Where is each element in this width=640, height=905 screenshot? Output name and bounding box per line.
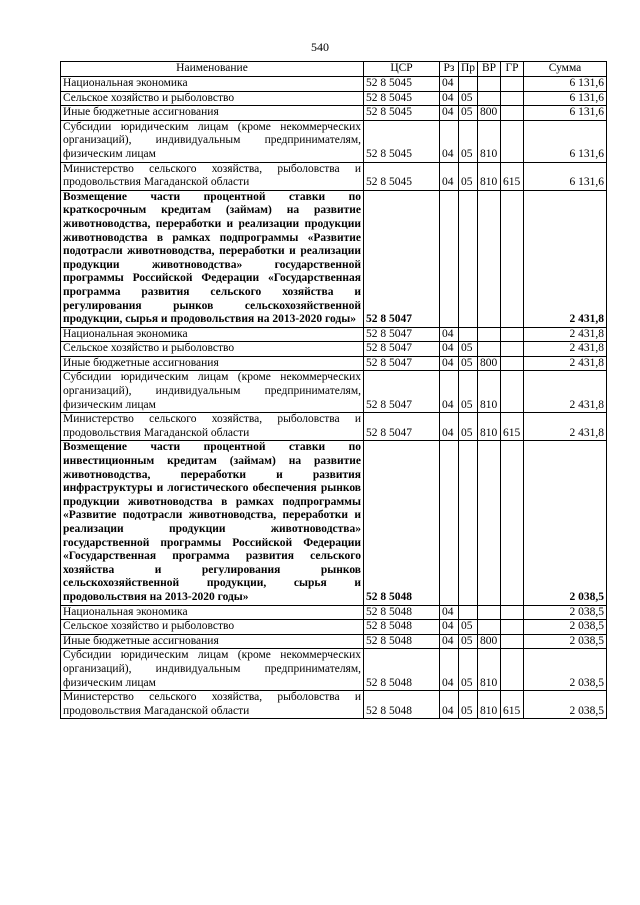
cell-gr — [501, 356, 524, 371]
header-row — [61, 62, 607, 77]
cell-rz: 04 — [440, 605, 459, 620]
cell-csr: 52 8 5047 — [364, 413, 440, 441]
cell-csr: 52 8 5048 — [364, 649, 440, 691]
cell-gr — [501, 190, 524, 327]
cell-gr — [501, 605, 524, 620]
header-pr: Пр — [459, 62, 478, 77]
cell-sum: 6 131,6 — [524, 91, 607, 106]
cell-csr: 52 8 5045 — [364, 106, 440, 121]
table-header — [61, 62, 607, 77]
cell-rz: 04 — [440, 691, 459, 719]
cell-sum: 2 038,5 — [524, 620, 607, 635]
page-number: 540 — [311, 40, 329, 54]
cell-vr: 810 — [478, 649, 501, 691]
cell-gr: 615 — [501, 162, 524, 190]
cell-vr — [478, 605, 501, 620]
cell-pr: 05 — [459, 634, 478, 649]
cell-gr — [501, 342, 524, 357]
cell-gr — [501, 620, 524, 635]
cell-sum: 2 431,8 — [524, 327, 607, 342]
cell-vr: 810 — [478, 413, 501, 441]
cell-pr: 05 — [459, 649, 478, 691]
cell-csr: 52 8 5048 — [364, 620, 440, 635]
cell-vr — [478, 342, 501, 357]
header-name: Наименование — [61, 62, 364, 77]
cell-sum: 2 431,8 — [524, 356, 607, 371]
cell-gr — [501, 371, 524, 413]
cell-csr: 52 8 5047 — [364, 190, 440, 327]
cell-rz: 04 — [440, 327, 459, 342]
cell-pr: 05 — [459, 342, 478, 357]
cell-rz: 04 — [440, 91, 459, 106]
table-row — [61, 371, 607, 413]
table-row — [61, 327, 607, 342]
cell-vr — [478, 77, 501, 92]
table-row-program — [61, 441, 607, 605]
header-gr: ГР — [501, 62, 524, 77]
cell-pr: 05 — [459, 162, 478, 190]
table-row — [61, 91, 607, 106]
cell-vr: 810 — [478, 371, 501, 413]
cell-rz: 04 — [440, 342, 459, 357]
cell-name: Министерство сельского хозяйства, рыболовства и продовольствия Магаданской области — [61, 413, 364, 441]
cell-rz: 04 — [440, 77, 459, 92]
cell-sum: 6 131,6 — [524, 120, 607, 162]
table-row — [61, 106, 607, 121]
cell-name: Иные бюджетные ассигнования — [61, 356, 364, 371]
cell-name: Министерство сельского хозяйства, рыболовства и продовольствия Магаданской области — [61, 691, 364, 719]
cell-sum: 2 038,5 — [524, 634, 607, 649]
cell-gr — [501, 77, 524, 92]
cell-csr: 52 8 5045 — [364, 91, 440, 106]
cell-sum: 2 431,8 — [524, 342, 607, 357]
cell-vr — [478, 441, 501, 605]
cell-pr: 05 — [459, 120, 478, 162]
cell-pr: 05 — [459, 413, 478, 441]
cell-gr: 615 — [501, 413, 524, 441]
header-sum: Сумма — [524, 62, 607, 77]
cell-name: Субсидии юридическим лицам (кроме некоммерческих организаций), индивидуальным предпринимателям, физическим лицам — [61, 371, 364, 413]
cell-gr: 615 — [501, 691, 524, 719]
cell-name: Национальная экономика — [61, 77, 364, 92]
cell-pr: 05 — [459, 620, 478, 635]
cell-name: Национальная экономика — [61, 605, 364, 620]
cell-vr: 800 — [478, 106, 501, 121]
cell-csr: 52 8 5045 — [364, 120, 440, 162]
cell-sum: 6 131,6 — [524, 106, 607, 121]
header-rz: Рз — [440, 62, 459, 77]
cell-gr — [501, 91, 524, 106]
cell-sum: 2 038,5 — [524, 441, 607, 605]
table-row — [61, 342, 607, 357]
cell-name: Возмещение части процентной ставки по инвестиционным кредитам (займам) на развитие животноводства, переработки и развития инфраструктуры и логистического обеспечения рынков продукции животноводства в рамках подпрограммы «Развитие подотрасли животноводства, переработки и реализации продукции животноводства» государственной программы Российской Федерации «Государственная программа развития сельского хозяйства и регулирования рынков сельскохозяйственной продукции, сырья и продовольствия на 2013-2020 годы» — [61, 441, 364, 605]
cell-name: Иные бюджетные ассигнования — [61, 106, 364, 121]
cell-vr — [478, 620, 501, 635]
cell-rz: 04 — [440, 120, 459, 162]
table-row — [61, 77, 607, 92]
table-row-program — [61, 190, 607, 327]
cell-sum: 2 431,8 — [524, 413, 607, 441]
header-csr: ЦСР — [364, 62, 440, 77]
cell-rz: 04 — [440, 413, 459, 441]
cell-name: Министерство сельского хозяйства, рыболовства и продовольствия Магаданской области — [61, 162, 364, 190]
cell-gr — [501, 327, 524, 342]
cell-sum: 2 038,5 — [524, 691, 607, 719]
table-row — [61, 634, 607, 649]
cell-pr: 05 — [459, 91, 478, 106]
cell-rz: 04 — [440, 356, 459, 371]
header-vr: ВР — [478, 62, 501, 77]
cell-gr — [501, 441, 524, 605]
cell-gr — [501, 649, 524, 691]
cell-sum: 6 131,6 — [524, 162, 607, 190]
cell-rz — [440, 190, 459, 327]
cell-csr: 52 8 5048 — [364, 441, 440, 605]
cell-sum: 6 131,6 — [524, 77, 607, 92]
cell-gr — [501, 120, 524, 162]
cell-vr — [478, 190, 501, 327]
cell-csr: 52 8 5047 — [364, 327, 440, 342]
cell-gr — [501, 106, 524, 121]
cell-csr: 52 8 5047 — [364, 342, 440, 357]
table-row — [61, 162, 607, 190]
cell-vr: 810 — [478, 120, 501, 162]
cell-gr — [501, 634, 524, 649]
cell-name: Субсидии юридическим лицам (кроме некоммерческих организаций), индивидуальным предпринимателям, физическим лицам — [61, 649, 364, 691]
cell-pr: 05 — [459, 691, 478, 719]
cell-rz: 04 — [440, 162, 459, 190]
cell-name: Возмещение части процентной ставки по краткосрочным кредитам (займам) на развитие животноводства, переработки и реализации продукции животноводства в рамках подпрограммы «Развитие подотрасли животноводства, переработки и реализации продукции животноводства» государственной программы Российской Федерации «Государственная программа развития сельского хозяйства и регулирования рынков сельскохозяйственной продукции, сырья и продовольствия на 2013-2020 годы» — [61, 190, 364, 327]
cell-pr: 05 — [459, 356, 478, 371]
cell-name: Иные бюджетные ассигнования — [61, 634, 364, 649]
cell-name: Субсидии юридическим лицам (кроме некоммерческих организаций), индивидуальным предпринимателям, физическим лицам — [61, 120, 364, 162]
cell-vr: 810 — [478, 162, 501, 190]
table-row — [61, 413, 607, 441]
table-row — [61, 605, 607, 620]
cell-csr: 52 8 5048 — [364, 691, 440, 719]
cell-name: Сельское хозяйство и рыболовство — [61, 342, 364, 357]
table-row — [61, 356, 607, 371]
cell-csr: 52 8 5048 — [364, 605, 440, 620]
cell-rz: 04 — [440, 371, 459, 413]
cell-sum: 2 038,5 — [524, 649, 607, 691]
cell-name: Сельское хозяйство и рыболовство — [61, 620, 364, 635]
cell-pr — [459, 77, 478, 92]
cell-pr: 05 — [459, 371, 478, 413]
table-row — [61, 620, 607, 635]
cell-csr: 52 8 5045 — [364, 77, 440, 92]
table-body — [61, 77, 607, 719]
cell-name: Национальная экономика — [61, 327, 364, 342]
cell-csr: 52 8 5048 — [364, 634, 440, 649]
cell-vr: 810 — [478, 691, 501, 719]
cell-pr — [459, 190, 478, 327]
cell-sum: 2 431,8 — [524, 371, 607, 413]
cell-sum: 2 431,8 — [524, 190, 607, 327]
cell-rz: 04 — [440, 649, 459, 691]
cell-rz: 04 — [440, 620, 459, 635]
table-row — [61, 120, 607, 162]
cell-pr — [459, 441, 478, 605]
cell-pr — [459, 327, 478, 342]
cell-vr — [478, 91, 501, 106]
cell-name: Сельское хозяйство и рыболовство — [61, 91, 364, 106]
cell-sum: 2 038,5 — [524, 605, 607, 620]
cell-csr: 52 8 5047 — [364, 371, 440, 413]
cell-csr: 52 8 5047 — [364, 356, 440, 371]
budget-table — [60, 61, 607, 719]
cell-vr — [478, 327, 501, 342]
cell-vr: 800 — [478, 634, 501, 649]
cell-vr: 800 — [478, 356, 501, 371]
table-row — [61, 649, 607, 691]
table-row — [61, 691, 607, 719]
cell-rz: 04 — [440, 634, 459, 649]
cell-rz — [440, 441, 459, 605]
cell-rz: 04 — [440, 106, 459, 121]
cell-pr: 05 — [459, 106, 478, 121]
cell-csr: 52 8 5045 — [364, 162, 440, 190]
cell-pr — [459, 605, 478, 620]
